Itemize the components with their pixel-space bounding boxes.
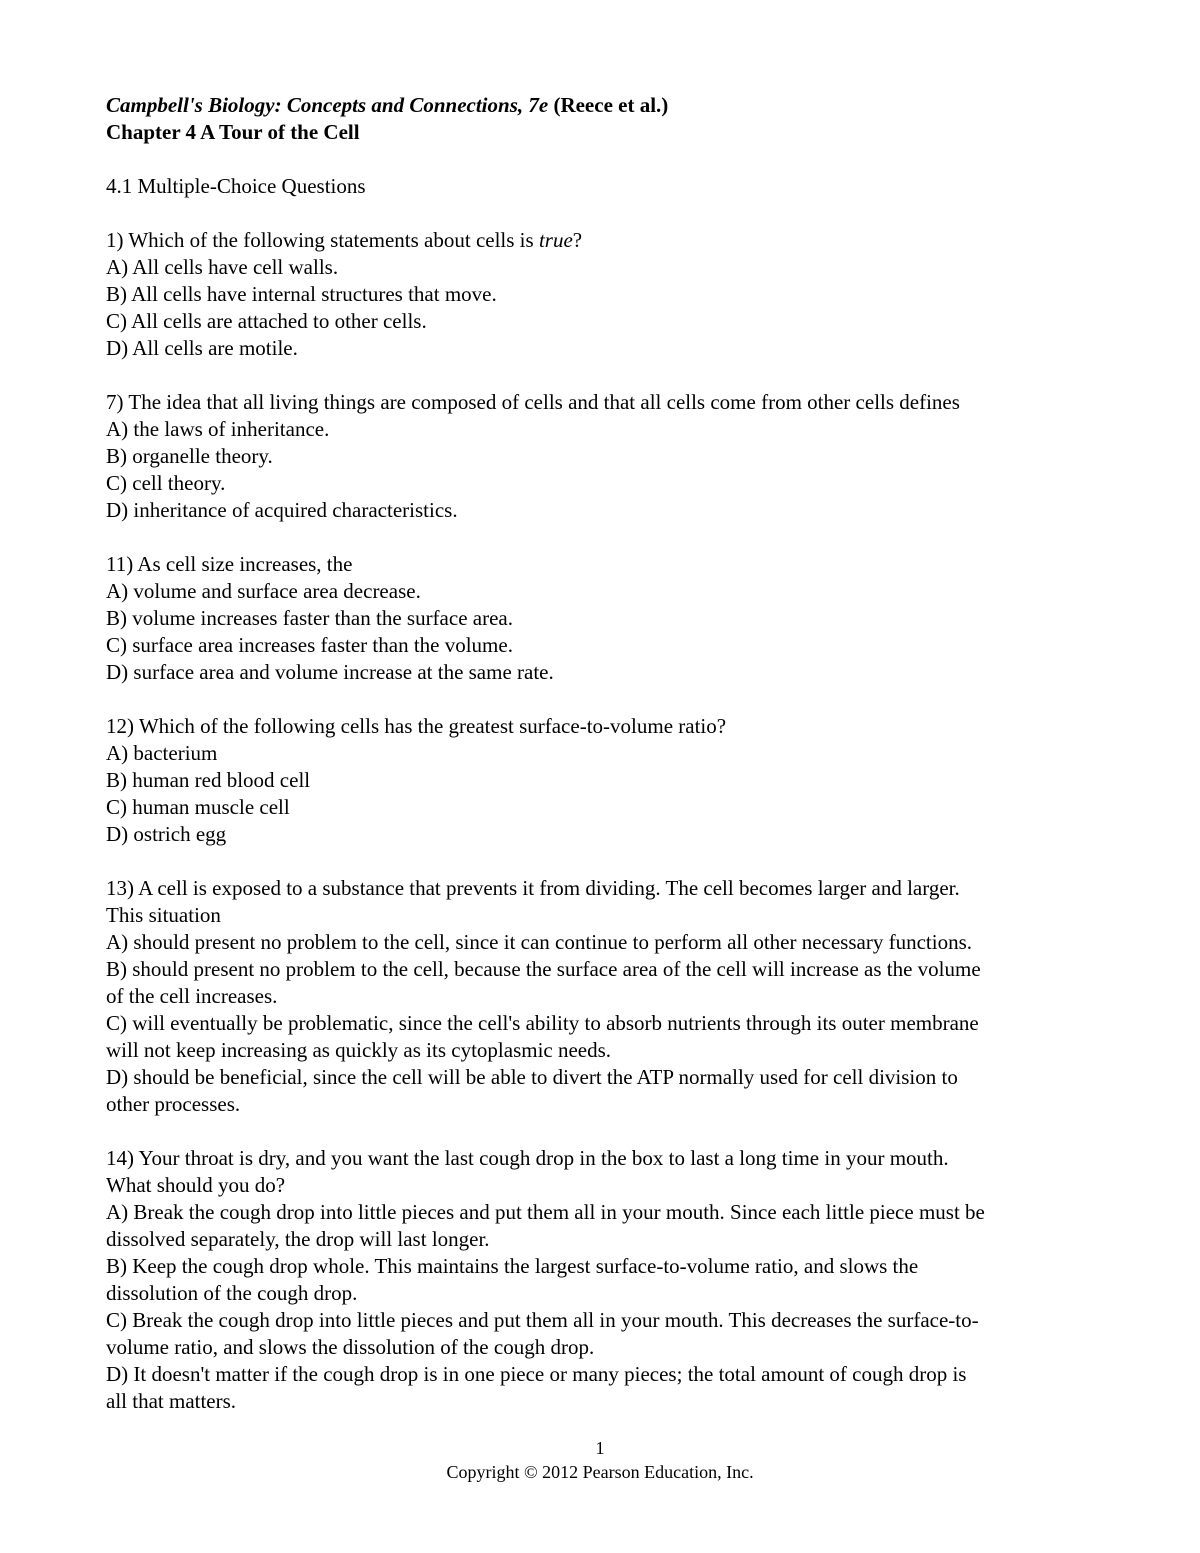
answer-option: B) volume increases faster than the surface area. — [106, 606, 513, 630]
answer-option: B) organelle theory. — [106, 444, 273, 468]
answer-option: D) inheritance of acquired characteristics. — [106, 498, 458, 522]
answer-option-continuation: all that matters. — [106, 1389, 237, 1413]
answer-option: B) human red blood cell — [106, 768, 311, 792]
book-title-line — [106, 92, 1106, 119]
answer-option: B) All cells have internal structures that move. — [106, 282, 497, 306]
answer-option-continuation: dissolution of the cough drop. — [106, 1281, 358, 1305]
question-stem: 12) Which of the following cells has the greatest surface-to-volume ratio? — [106, 714, 727, 738]
question-stem-line: What should you do? — [106, 1173, 286, 1197]
section-heading: 4.1 Multiple-Choice Questions — [106, 174, 366, 198]
question-13 — [106, 875, 1106, 1118]
answer-option: D) All cells are motile. — [106, 336, 298, 360]
answer-option: B) should present no problem to the cell, because the surface area of the cell will increase as the volume — [106, 957, 981, 981]
answer-option: C) surface area increases faster than the volume. — [106, 633, 513, 657]
question-12 — [106, 713, 1106, 848]
answer-option: C) Break the cough drop into little pieces and put them all in your mouth. This decreases the surface-to- — [106, 1308, 979, 1332]
answer-option: B) Keep the cough drop whole. This maintains the largest surface-to-volume ratio, and slows the — [106, 1254, 919, 1278]
question-stem: 7) The idea that all living things are composed of cells and that all cells come from other cells defines — [106, 390, 960, 414]
question-stem-line: 13) A cell is exposed to a substance that prevents it from dividing. The cell becomes larger and larger. — [106, 876, 960, 900]
answer-option-continuation: other processes. — [106, 1092, 241, 1116]
question-1 — [106, 227, 1106, 362]
answer-option: A) should present no problem to the cell, since it can continue to perform all other necessary functions. — [106, 930, 972, 954]
answer-option: A) volume and surface area decrease. — [106, 579, 421, 603]
question-stem-line: This situation — [106, 903, 221, 927]
answer-option-continuation: volume ratio, and slows the dissolution of the cough drop. — [106, 1335, 595, 1359]
chapter-title: Chapter 4 A Tour of the Cell — [106, 120, 360, 144]
question-11 — [106, 551, 1106, 686]
answer-option-continuation: of the cell increases. — [106, 984, 278, 1008]
answer-option: A) All cells have cell walls. — [106, 255, 339, 279]
answer-option-continuation: dissolved separately, the drop will last longer. — [106, 1227, 490, 1251]
answer-option: D) It doesn't matter if the cough drop is in one piece or many pieces; the total amount of cough drop is — [106, 1362, 967, 1386]
question-stem-line: 14) Your throat is dry, and you want the last cough drop in the box to last a long time in your mouth. — [106, 1146, 949, 1170]
answer-option: C) cell theory. — [106, 471, 226, 495]
answer-option: A) bacterium — [106, 741, 218, 765]
question-14 — [106, 1145, 1106, 1415]
copyright-notice: Copyright © 2012 Pearson Education, Inc. — [446, 1462, 754, 1482]
answer-option: D) should be beneficial, since the cell will be able to divert the ATP normally used for cell division to — [106, 1065, 958, 1089]
answer-option: C) human muscle cell — [106, 795, 290, 819]
question-stem: 1) Which of the following statements about cells is true? — [106, 228, 583, 252]
answer-option: C) will eventually be problematic, since the cell's ability to absorb nutrients through its outer membrane — [106, 1011, 979, 1035]
answer-option: A) the laws of inheritance. — [106, 417, 330, 441]
answer-option: D) ostrich egg — [106, 822, 227, 846]
book-authors: (Reece et al.) — [548, 93, 669, 117]
answer-option-continuation: will not keep increasing as quickly as its cytoplasmic needs. — [106, 1038, 612, 1062]
question-7 — [106, 389, 1106, 524]
emphasis-true: true — [538, 228, 573, 252]
book-title: Campbell's Biology: Concepts and Connections, 7e — [106, 93, 549, 117]
answer-option: C) All cells are attached to other cells. — [106, 309, 427, 333]
document-content — [106, 92, 1106, 1415]
page-number: 1 — [595, 1438, 605, 1458]
answer-option: A) Break the cough drop into little pieces and put them all in your mouth. Since each little piece must be — [106, 1200, 985, 1224]
answer-option: D) surface area and volume increase at the same rate. — [106, 660, 554, 684]
question-stem: 11) As cell size increases, the — [106, 552, 353, 576]
